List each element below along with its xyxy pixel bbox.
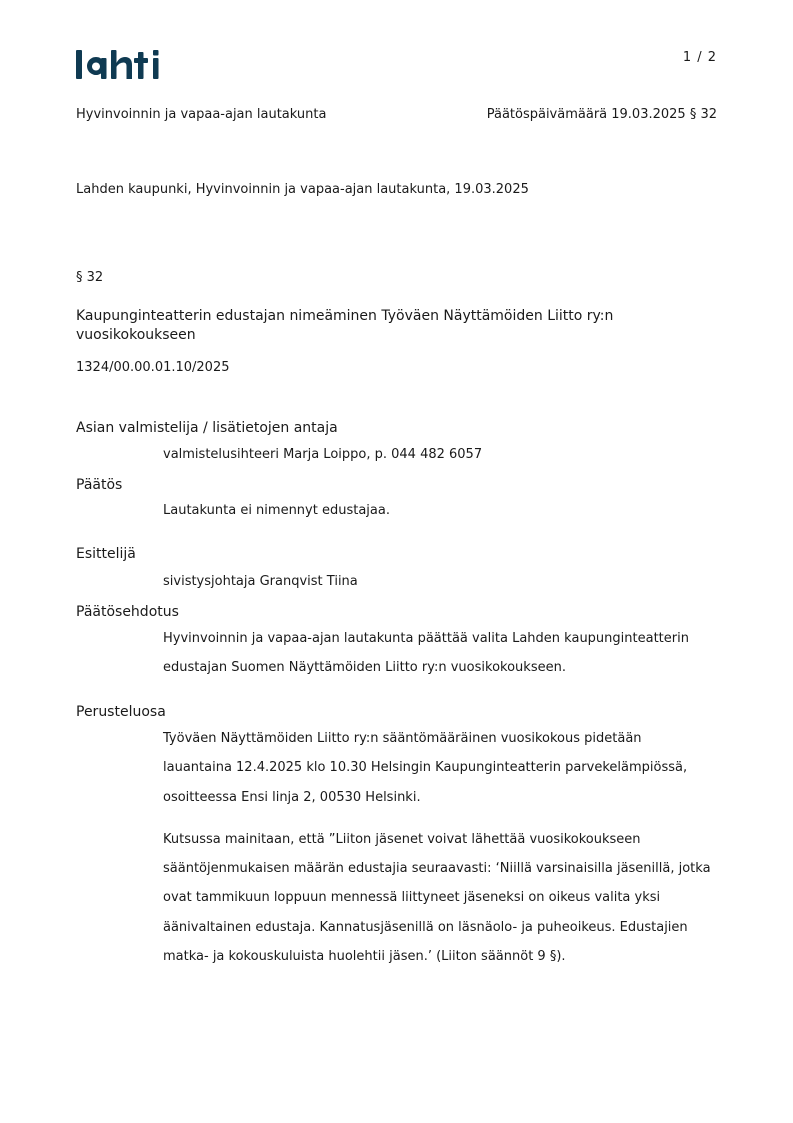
- committee-name: Hyvinvoinnin ja vapaa-ajan lautakunta: [76, 107, 327, 122]
- preparer-text: valmistelusihteeri Marja Loippo, p. 044 482 6057: [163, 447, 483, 462]
- grounds-p1-line-3: osoitteessa Ensi linja 2, 00530 Helsinki.: [163, 790, 421, 805]
- grounds-p2-line-1: Kutsussa mainitaan, että ”Liiton jäsenet voivat lähettää vuosikokoukseen: [163, 832, 641, 847]
- lahti-logo: [76, 44, 168, 84]
- record-id: 1324/00.00.01.10/2025: [76, 360, 230, 375]
- proposal-line-2: edustajan Suomen Näyttämöiden Liitto ry:n vuosikokoukseen.: [163, 660, 566, 675]
- grounds-p2-line-2: sääntöjenmukaisen määrän edustajia seuraavasti: ‘Niillä varsinaisilla jäsenillä, jotka: [163, 861, 711, 876]
- page-number: 1 / 2: [682, 50, 717, 65]
- decision-date: Päätöspäivämäärä 19.03.2025 § 32: [486, 107, 717, 122]
- proposal-heading: Päätösehdotus: [76, 604, 179, 620]
- decision-heading: Päätös: [76, 477, 123, 493]
- decision-text: Lautakunta ei nimennyt edustajaa.: [163, 503, 390, 518]
- section-title-line2: vuosikokoukseen: [76, 327, 196, 343]
- grounds-p1-line-2: lauantaina 12.4.2025 klo 10.30 Helsingin Kaupunginteatterin parvekelämpiössä,: [163, 760, 688, 775]
- logo-wordmark: [76, 50, 159, 79]
- preparer-heading: Asian valmistelija / lisätietojen antaja: [76, 420, 338, 436]
- section-number: § 32: [76, 270, 104, 285]
- presenter-text: sivistysjohtaja Granqvist Tiina: [163, 574, 358, 589]
- meeting-line: Lahden kaupunki, Hyvinvoinnin ja vapaa-ajan lautakunta, 19.03.2025: [76, 182, 529, 197]
- section-title-line1: Kaupunginteatterin edustajan nimeäminen Työväen Näyttämöiden Liitto ry:n: [76, 308, 614, 324]
- grounds-p1-line-1: Työväen Näyttämöiden Liitto ry:n sääntömääräinen vuosikokous pidetään: [163, 731, 642, 746]
- grounds-p2-line-4: äänivaltainen edustaja. Kannatusjäsenillä on läsnäolo- ja puheoikeus. Edustajien: [163, 920, 688, 935]
- grounds-heading: Perusteluosa: [76, 704, 166, 720]
- proposal-line-1: Hyvinvoinnin ja vapaa-ajan lautakunta päättää valita Lahden kaupunginteatterin: [163, 631, 689, 646]
- presenter-heading: Esittelijä: [76, 546, 136, 562]
- grounds-p2-line-5: matka- ja kokouskuluista huolehtii jäsen.’ (Liiton säännöt 9 §).: [163, 949, 566, 964]
- grounds-p2-line-3: ovat tammikuun loppuun mennessä liittyneet jäseneksi on oikeus valita yksi: [163, 890, 661, 905]
